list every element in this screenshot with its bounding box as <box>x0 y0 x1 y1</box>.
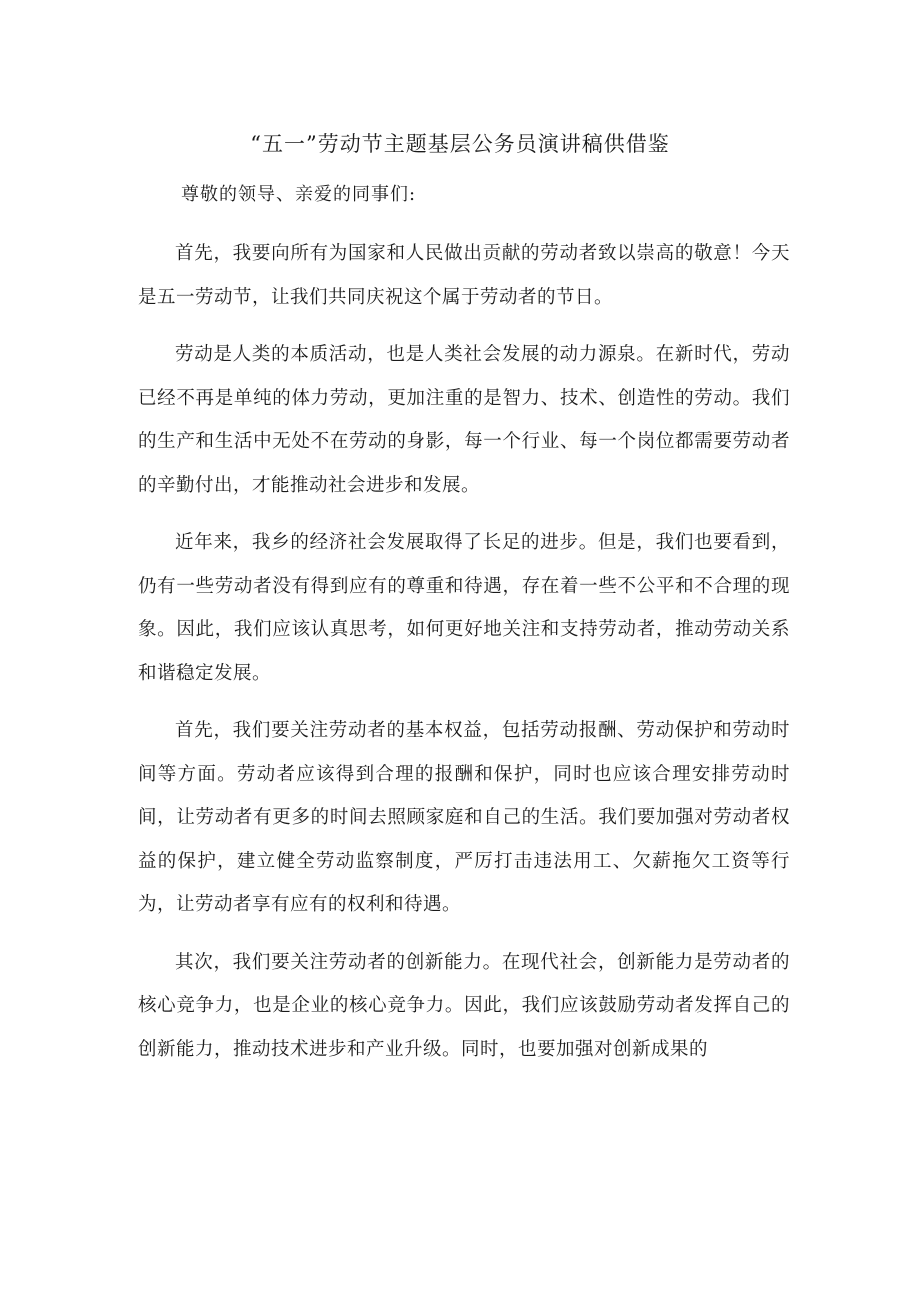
paragraph-5: 其次，我们要关注劳动者的创新能力。在现代社会，创新能力是劳动者的核心竞争力，也是企业的核心竞争力。因此，我们应该鼓励劳动者发挥自己的创新能力，推动技术进步和产业升级。同时，也要加强对创新成果的 <box>138 951 790 1060</box>
document-title: “五一”劳动节主题基层公务员演讲稿供借鉴 <box>250 132 670 156</box>
document-body <box>138 232 790 1085</box>
paragraph-1: 首先，我要向所有为国家和人民做出贡献的劳动者致以崇高的敬意！今天是五一劳动节，让我们共同庆祝这个属于劳动者的节日。 <box>138 243 790 308</box>
paragraph-3: 近年来，我乡的经济社会发展取得了长足的进步。但是，我们也要看到，仍有一些劳动者没有得到应有的尊重和待遇，存在着一些不公平和不合理的现象。因此，我们应该认真思考，如何更好地关注和支持劳动者，推动劳动关系和谐稳定发展。 <box>138 532 790 684</box>
salutation: 尊敬的领导、亲爱的同事们: <box>181 184 417 205</box>
paragraph-2: 劳动是人类的本质活动，也是人类社会发展的动力源泉。在新时代，劳动已经不再是单纯的体力劳动，更加注重的是智力、技术、创造性的劳动。我们的生产和生活中无处不在劳动的身影，每一个行业、每一个岗位都需要劳动者的辛勤付出，才能推动社会进步和发展。 <box>138 344 790 496</box>
paragraph-4: 首先，我们要关注劳动者的基本权益，包括劳动报酬、劳动保护和劳动时间等方面。劳动者应该得到合理的报酬和保护，同时也应该合理安排劳动时间，让劳动者有更多的时间去照顾家庭和自己的生活。我们要加强对劳动者权益的保护，建立健全劳动监察制度，严厉打击违法用工、欠薪拖欠工资等行为，让劳动者享有应有的权利和待遇。 <box>138 720 790 915</box>
